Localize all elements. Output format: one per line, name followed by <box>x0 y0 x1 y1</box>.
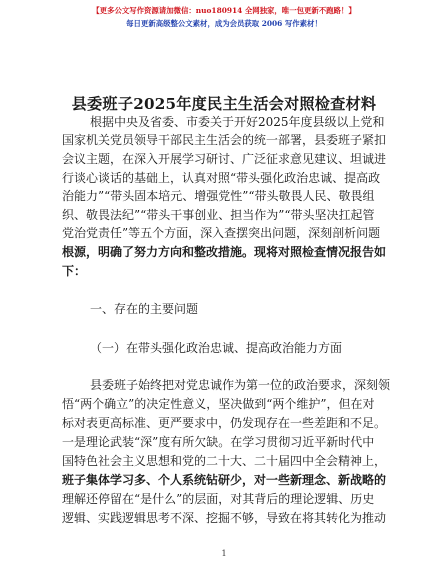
body-line: 一是理论武装“深”度有所欠缺。在学习贯彻习近平新时代中 <box>62 435 375 449</box>
body-line: 行谈心谈话的基础上，认真对照“带头强化政治忠诚、提高政 <box>62 171 381 185</box>
body-line: 国家机关党员领导干部民主生活会的统一部署，县委班子紧扣 <box>62 133 387 147</box>
body-line: 根源，明确了努力方向和整改措施。现将对照检查情况报告如 <box>62 245 387 259</box>
body-line: 国特色社会主义思想和党的二十大、二十届四中全会精神上， <box>62 454 387 468</box>
body-line: 根据中央及省委、市委关于开好2025年度县级以上党和 <box>90 115 385 129</box>
body-line: 下： <box>62 264 87 278</box>
page-number: 1 <box>221 549 227 558</box>
promo-banner-line2: 每日更新高级整公文素材，成为会员获取 2006 写作素材！ <box>126 19 322 28</box>
body-line: 县委班子始终把对党忠诚作为第一位的政治要求，深刻领 <box>90 378 391 392</box>
body-line: 理解还停留在“是什么”的层面，对其背后的理论逻辑、历史 <box>62 492 375 506</box>
body-line: 悟“两个确立”的决定性意义，坚决做到“两个维护”，但在对 <box>62 397 375 411</box>
body-line: 班子集体学习多、个人系统钻研少，对一些新理念、新战略的 <box>62 473 387 487</box>
section-heading-2: （一）在带头强化政治忠诚、提高政治能力方面 <box>90 341 343 355</box>
body-line: 逻辑、实践逻辑思考不深、挖掘不够，导致在将其转化为推动 <box>62 511 387 525</box>
body-line: 会议主题，在深入开展学习研讨、广泛征求意见建议、坦诚进 <box>62 152 387 166</box>
body-line: 治能力”“带头固本培元、增强党性”“带头敬畏人民、敬畏组 <box>62 189 375 203</box>
section-heading-1: 一、存在的主要问题 <box>90 302 199 316</box>
document-title: 县委班子2025年度民主生活会对照检查材料 <box>71 95 377 113</box>
body-line: 织、敬畏法纪”“带头干事创业、担当作为”“带头坚决扛起管 <box>62 208 375 222</box>
body-line: 党治党责任”等五个方面，深入查摆突出问题，深刻剖析问题 <box>62 226 381 240</box>
body-line: 标对表更高标准、更严要求中，仍发现存在一些差距和不足。 <box>62 416 387 430</box>
promo-banner-line1: 【更多公文写作资源请加微信：nuo180914 全网独家，唯一包更新不跑路！】 <box>92 6 356 15</box>
